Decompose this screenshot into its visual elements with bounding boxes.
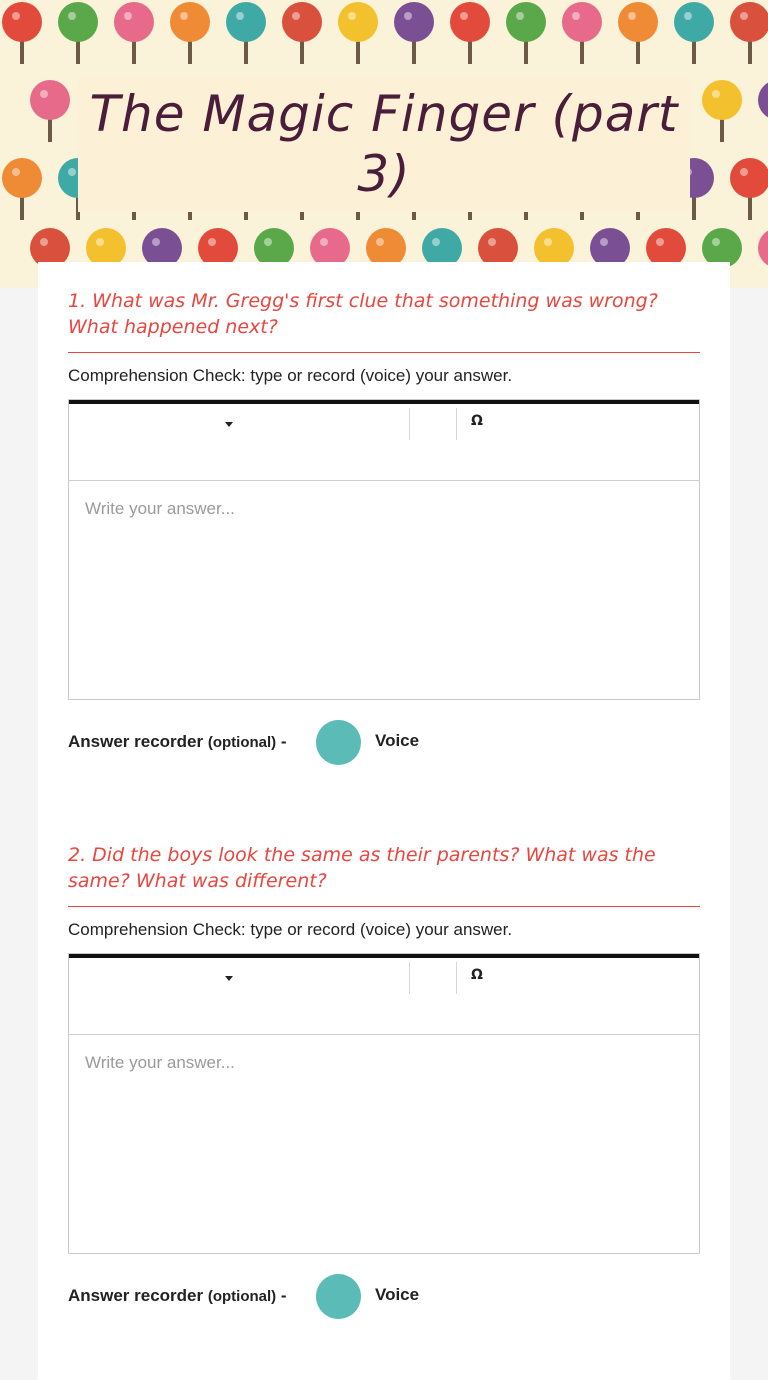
tree-dot (180, 12, 188, 20)
tree-dot (488, 238, 496, 246)
tree-dot (40, 90, 48, 98)
tree-dot (404, 12, 412, 20)
caret-down-icon (225, 976, 233, 981)
question-2 (68, 842, 700, 1320)
tree-crown (2, 2, 42, 42)
tree-dot (320, 238, 328, 246)
tree-dot (656, 238, 664, 246)
tree-crown (450, 2, 490, 42)
tree-crown (2, 158, 42, 198)
answer-editor (68, 953, 700, 1254)
tree-dot (208, 238, 216, 246)
tree-crown (282, 2, 322, 42)
tree-dot (236, 12, 244, 20)
tree-dot (572, 12, 580, 20)
format-dropdown[interactable] (69, 408, 410, 440)
tree-dot (68, 12, 76, 20)
tree-dot (124, 12, 132, 20)
tree-crown (394, 2, 434, 42)
tree-dot (712, 238, 720, 246)
tree-dot (376, 238, 384, 246)
tree-dot (740, 168, 748, 176)
tree-crown (618, 2, 658, 42)
tree-dot (292, 12, 300, 20)
special-character-button[interactable]: Ω (471, 413, 483, 429)
tree-crown (730, 2, 768, 42)
page-title: The Magic Finger (part 3) (89, 85, 679, 203)
answer-recorder (68, 720, 700, 766)
tree-dot (152, 238, 160, 246)
special-character-button[interactable]: Ω (471, 967, 483, 983)
question-prompt: 2. Did the boys look the same as their parents? What was the same? What was different? (68, 842, 700, 907)
tree-crown (674, 2, 714, 42)
editor-toolbar (69, 954, 699, 1035)
tree-dot (740, 12, 748, 20)
tree-crown (758, 80, 768, 120)
tree-dot (96, 238, 104, 246)
recorder-label: Answer recorder (optional) - (68, 732, 287, 751)
question-prompt: 1. What was Mr. Gregg's first clue that something was wrong? What happened next? (68, 288, 700, 353)
tree-dot (264, 238, 272, 246)
tree-dot (12, 168, 20, 176)
tree-crown (226, 2, 266, 42)
format-dropdown[interactable] (69, 962, 410, 994)
tree-dot (432, 238, 440, 246)
answer-area (69, 1035, 699, 1253)
editor-toolbar (69, 400, 699, 481)
recorder-voice-label: Voice (375, 731, 420, 750)
caret-down-icon (225, 422, 233, 427)
recorder-label: Answer recorder (optional) - (68, 1286, 287, 1305)
worksheet (38, 262, 730, 1380)
title-box (78, 76, 690, 212)
tree-crown (338, 2, 378, 42)
tree-dot (600, 238, 608, 246)
tree-crown (562, 2, 602, 42)
answer-editor (68, 399, 700, 700)
question-1 (68, 288, 700, 766)
tree-dot (684, 12, 692, 20)
answer-area (69, 481, 699, 699)
question-instruction: Comprehension Check: type or record (voice) your answer. (68, 920, 513, 939)
tree-dot (348, 12, 356, 20)
tree-crown (170, 2, 210, 42)
answer-input[interactable] (69, 481, 699, 699)
tree-dot (544, 238, 552, 246)
record-button[interactable] (316, 720, 361, 765)
tree-crown (114, 2, 154, 42)
tree-dot (516, 12, 524, 20)
tree-dot (628, 12, 636, 20)
toolbar-button[interactable] (410, 962, 457, 994)
recorder-optional: (optional) (207, 734, 277, 751)
tree-dot (460, 12, 468, 20)
record-button[interactable] (316, 1274, 361, 1319)
tree-crown (506, 2, 546, 42)
toolbar-button[interactable] (410, 408, 457, 440)
tree-dot (40, 238, 48, 246)
tree-crown (758, 228, 768, 268)
tree-dot (68, 168, 76, 176)
header-banner (0, 0, 768, 288)
question-instruction: Comprehension Check: type or record (voice) your answer. (68, 366, 513, 385)
tree-dot (712, 90, 720, 98)
tree-dot (12, 12, 20, 20)
tree-crown (730, 158, 768, 198)
tree-crown (702, 80, 742, 120)
tree-crown (30, 80, 70, 120)
answer-input[interactable] (69, 1035, 699, 1253)
recorder-optional: (optional) (207, 1288, 277, 1305)
answer-recorder (68, 1274, 700, 1320)
recorder-voice-label: Voice (375, 1285, 420, 1304)
tree-crown (58, 2, 98, 42)
